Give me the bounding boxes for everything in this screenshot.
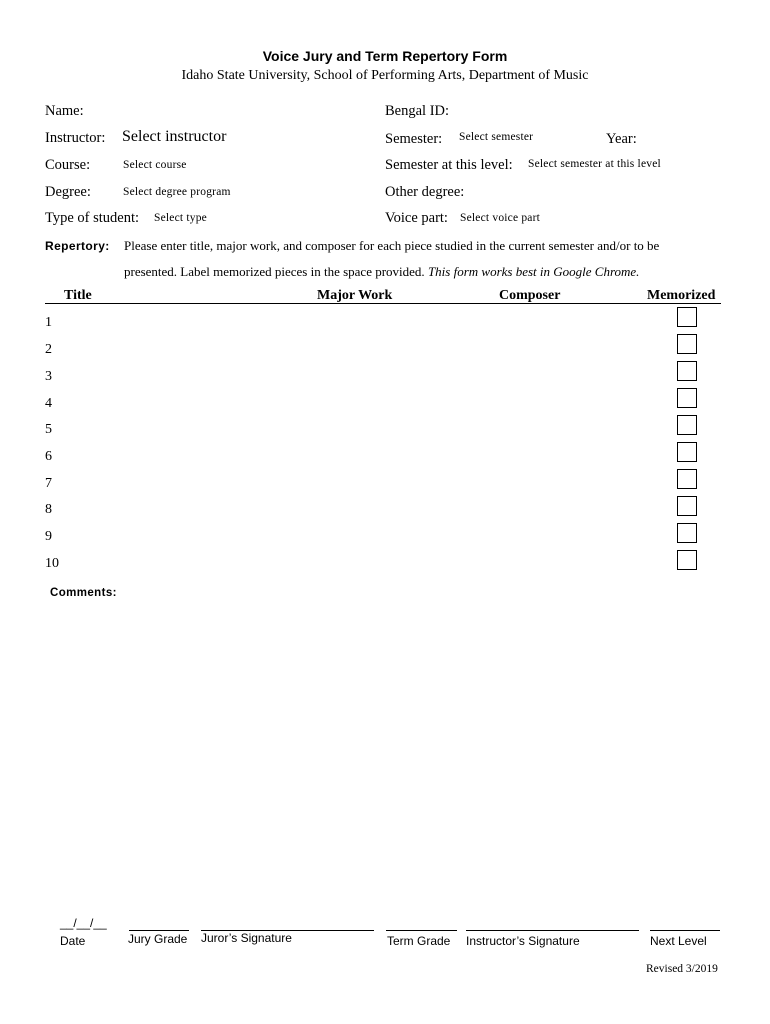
semester-level-label: Semester at this level: <box>385 157 513 173</box>
next-level-label: Next Level <box>650 934 707 948</box>
degree-label: Degree: <box>45 184 91 200</box>
semester-select[interactable]: Select semester <box>459 131 534 143</box>
memorized-checkbox-1[interactable] <box>677 307 697 327</box>
column-header-title: Title <box>64 288 92 303</box>
student-type-label: Type of student: <box>45 210 140 226</box>
row-number: 8 <box>45 502 52 517</box>
row-number: 4 <box>45 396 52 411</box>
memorized-checkbox-10[interactable] <box>677 550 697 570</box>
voice-part-select[interactable]: Select voice part <box>460 212 541 224</box>
comments-area[interactable] <box>45 605 721 895</box>
row-number: 1 <box>45 315 52 330</box>
next-level-line[interactable] <box>650 930 720 931</box>
memorized-checkbox-3[interactable] <box>677 361 697 381</box>
comments-label: Comments: <box>50 587 117 599</box>
form-subtitle: Idaho State University, School of Performing Arts, Department of Music <box>181 68 589 83</box>
memorized-checkbox-2[interactable] <box>677 334 697 354</box>
semester-label: Semester: <box>385 131 443 147</box>
term-grade-label: Term Grade <box>387 934 451 948</box>
revision-note: Revised 3/2019 <box>646 963 718 975</box>
memorized-checkbox-4[interactable] <box>677 388 697 408</box>
repertory-instructions-line1: Please enter title, major work, and composer for each piece studied in the current semester and/or to be <box>124 238 660 253</box>
instructor-label: Instructor: <box>45 130 106 146</box>
semester-level-select[interactable]: Select semester at this level <box>528 158 661 170</box>
memorized-checkbox-8[interactable] <box>677 496 697 516</box>
jury-grade-label: Jury Grade <box>128 932 188 946</box>
row-number: 9 <box>45 529 52 544</box>
row-number: 3 <box>45 369 52 384</box>
instructor-select[interactable]: Select instructor <box>122 128 227 145</box>
course-label: Course: <box>45 157 91 173</box>
name-label: Name: <box>45 103 84 119</box>
instructors-signature-line[interactable] <box>466 930 639 931</box>
table-header-rule <box>45 303 721 304</box>
column-header-memorized: Memorized <box>647 288 716 303</box>
row-number: 10 <box>45 556 59 571</box>
course-select[interactable]: Select course <box>123 159 187 171</box>
repertory-instructions-line2 <box>124 264 639 280</box>
student-type-select[interactable]: Select type <box>154 212 207 224</box>
year-label: Year: <box>606 131 637 147</box>
instructors-signature-label: Instructor’s Signature <box>466 934 580 948</box>
date-blank[interactable]: __/__/__ <box>60 916 107 930</box>
row-number: 7 <box>45 476 52 491</box>
date-label: Date <box>60 934 86 948</box>
jurors-signature-label: Juror’s Signature <box>201 931 292 945</box>
row-number: 2 <box>45 342 52 357</box>
memorized-checkbox-5[interactable] <box>677 415 697 435</box>
other-degree-label: Other degree: <box>385 184 465 200</box>
column-header-composer: Composer <box>499 288 561 303</box>
column-header-major-work: Major Work <box>317 288 393 303</box>
jury-grade-line[interactable] <box>129 930 189 931</box>
memorized-checkbox-7[interactable] <box>677 469 697 489</box>
form-title: Voice Jury and Term Repertory Form <box>262 48 508 64</box>
degree-select[interactable]: Select degree program <box>123 186 231 198</box>
browser-note: This form works best in Google Chrome. <box>427 264 640 279</box>
row-number: 5 <box>45 422 52 437</box>
term-grade-line[interactable] <box>386 930 457 931</box>
memorized-checkbox-9[interactable] <box>677 523 697 543</box>
row-number: 6 <box>45 449 52 464</box>
memorized-checkbox-6[interactable] <box>677 442 697 462</box>
repertory-instructions-text: presented. Label memorized pieces in the space provided. <box>124 264 425 279</box>
bengal-id-label: Bengal ID: <box>385 103 450 119</box>
voice-part-label: Voice part: <box>385 210 448 226</box>
repertory-label: Repertory: <box>45 239 110 253</box>
